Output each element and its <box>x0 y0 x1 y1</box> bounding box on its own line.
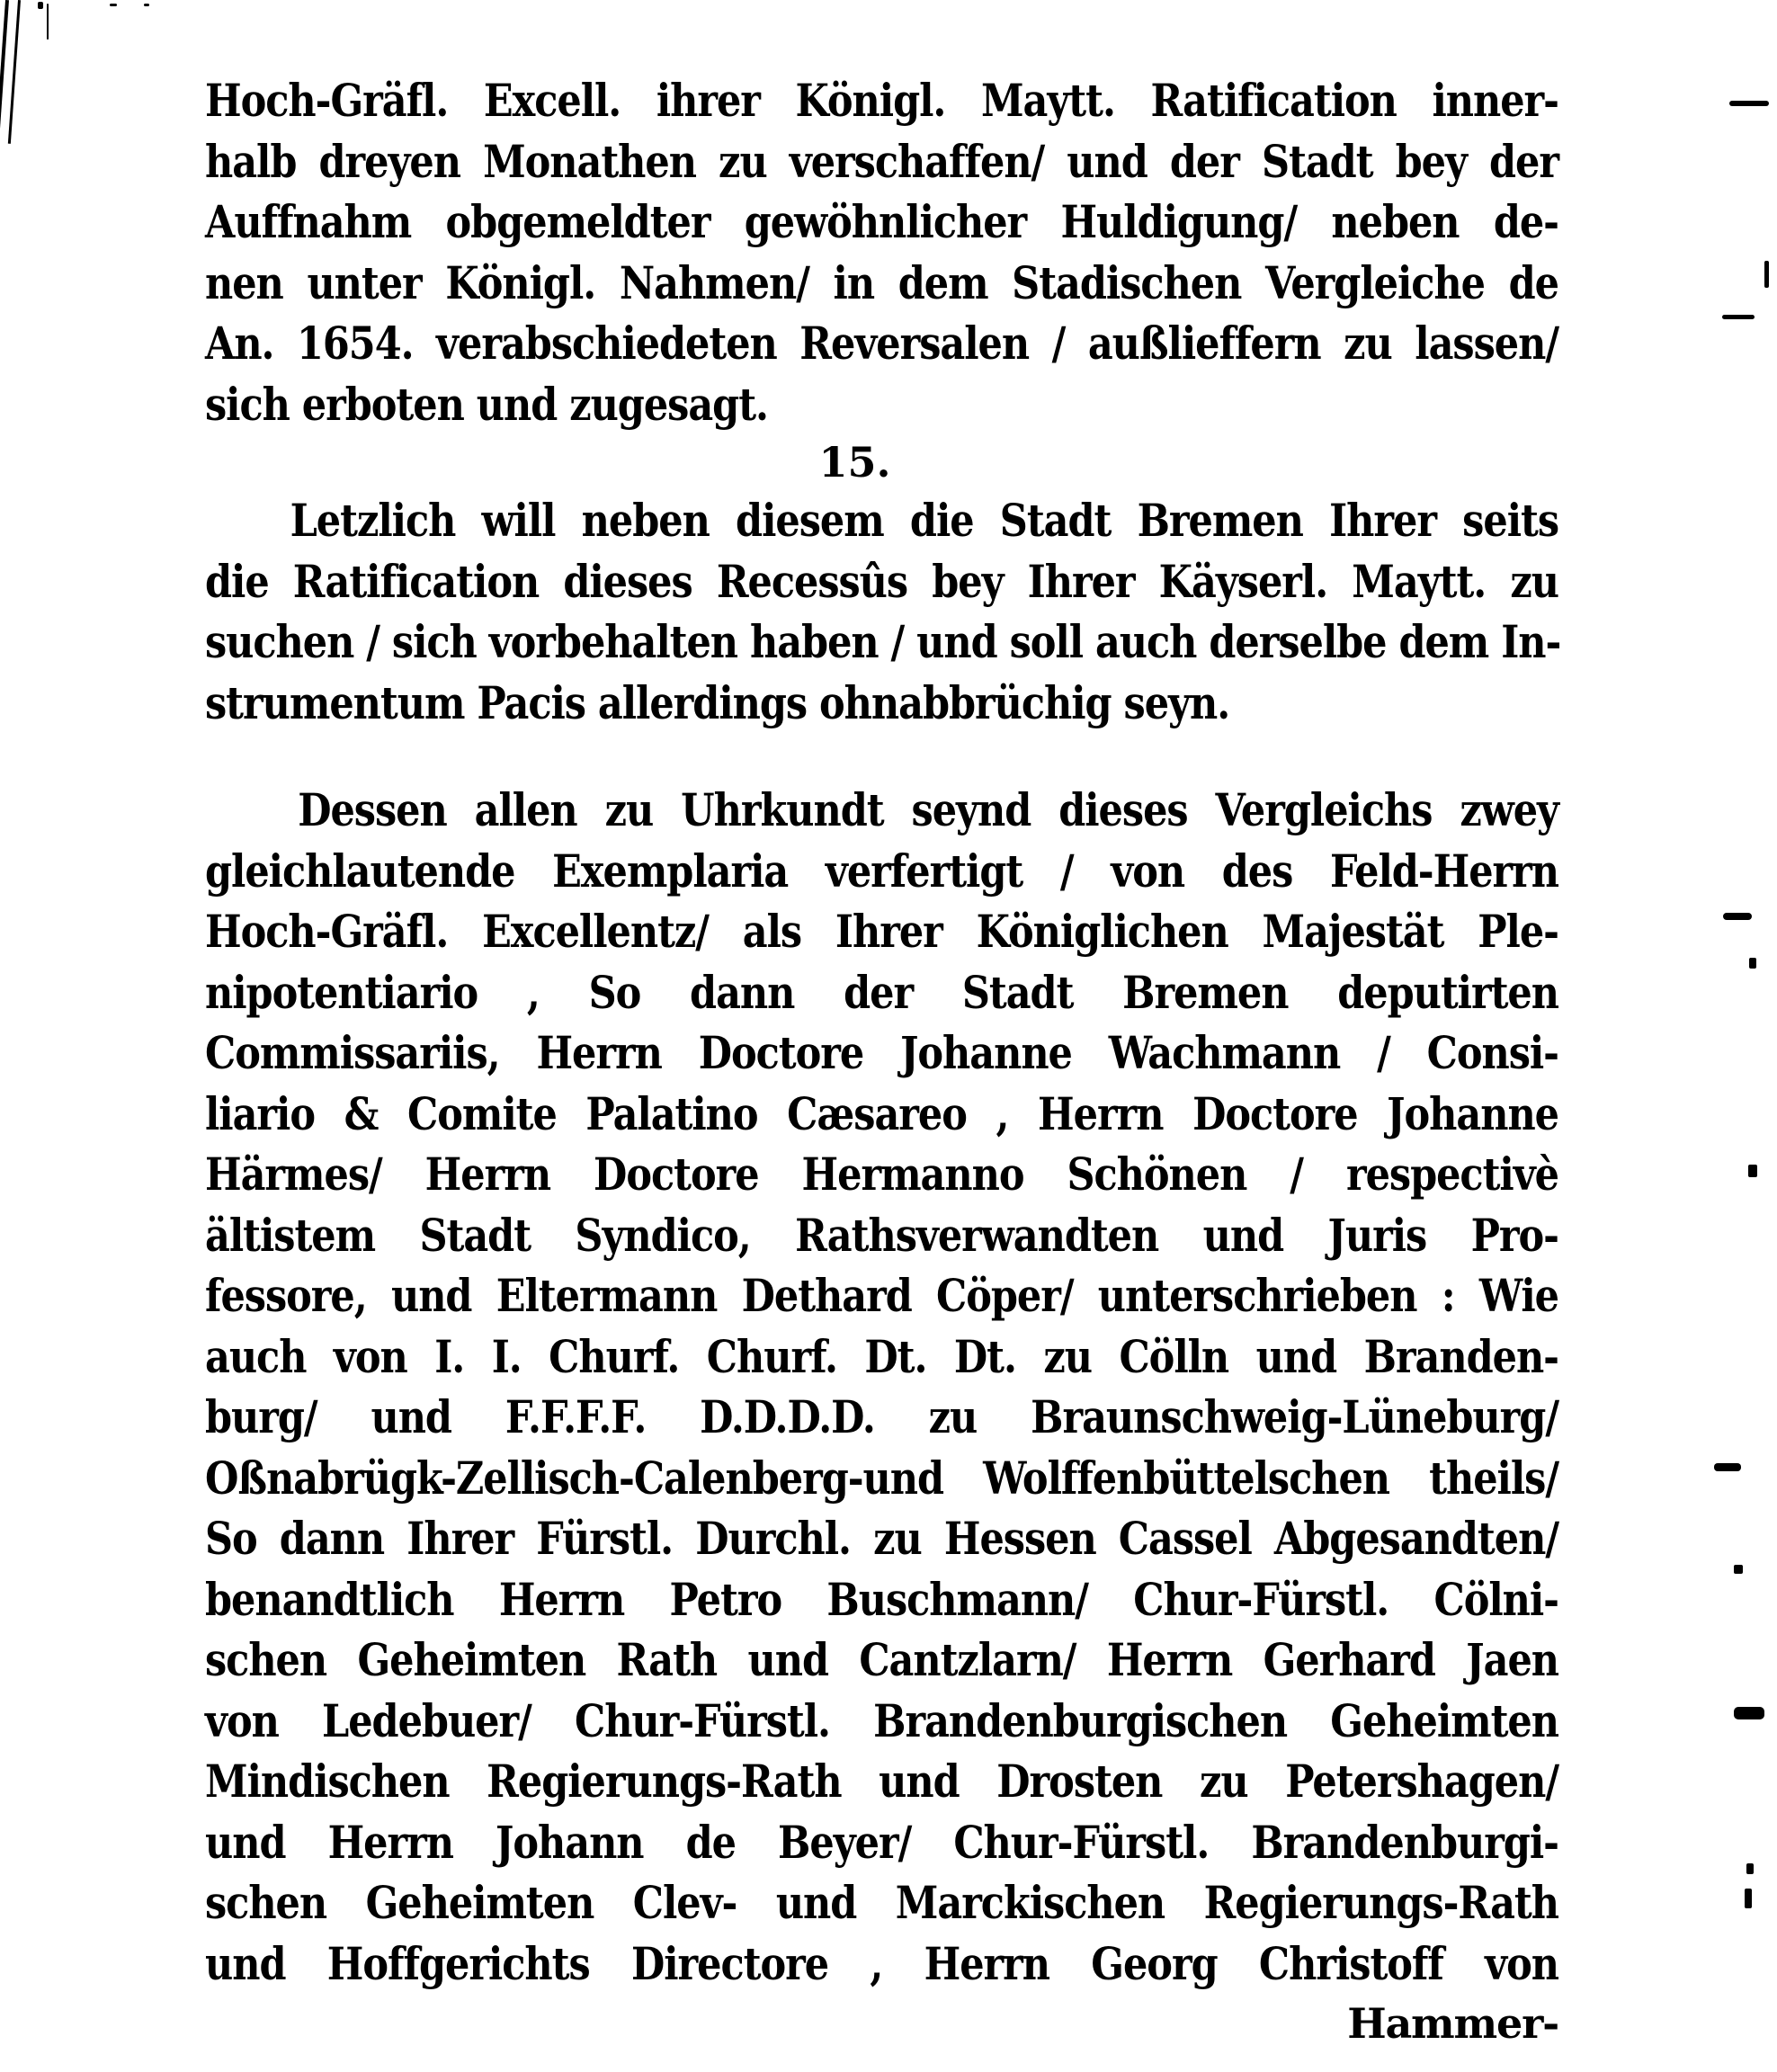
text-line: Hoch-Gräfl. Excell. ihrer Königl. Maytt. Ratification inner- <box>205 74 1558 127</box>
paragraph-gap <box>205 733 1558 780</box>
text-line: und Hoffgerichts Directore , Herrn Georg Christoff von <box>205 1936 1558 1990</box>
text-line: die Ratification dieses Recessûs bey Ihrer Käyserl. Maytt. zu <box>205 554 1558 608</box>
scan-speck <box>110 4 117 6</box>
text-line: auch von I. I. Churf. Churf. Dt. Dt. zu Cölln und Branden- <box>205 1329 1558 1383</box>
text-line: halb dreyen Monathen zu verschaffen/ und der Stadt bey der <box>205 134 1558 188</box>
text-line: Oßnabrügk-Zellisch-Calenberg-und Wolffenbüttelschen theils/ <box>205 1451 1558 1505</box>
text-line: gleichlautende Exemplaria verfertigt / von des Feld-Herrn <box>205 844 1558 898</box>
margin-mark <box>1714 1463 1741 1471</box>
text-line: schen Geheimten Clev- und Marckischen Regierungs-Rath <box>205 1876 1558 1929</box>
text-line: strumentum Pacis allerdings ohnabbrüchig seyn. <box>205 675 1230 729</box>
paragraph-closing <box>205 780 1558 1994</box>
margin-mark <box>1734 1707 1764 1719</box>
margin-mark <box>1746 1863 1754 1874</box>
text-line: nipotentiario , So dann der Stadt Bremen deputirten <box>205 965 1558 1019</box>
margin-mark <box>1729 101 1769 106</box>
margin-mark <box>1734 1565 1743 1574</box>
text-line: benandtlich Herrn Petro Buschmann/ Chur-Fürstl. Cölni- <box>205 1572 1558 1626</box>
margin-mark <box>1745 1889 1752 1908</box>
text-line: und Herrn Johann de Beyer/ Chur-Fürstl. Brandenburgi- <box>205 1815 1558 1869</box>
text-line: nen unter Königl. Nahmen/ in dem Stadischen Vergleiche de <box>205 255 1558 309</box>
gutter-shadow-streak <box>0 0 9 144</box>
text-line: Hoch-Gräfl. Excellentz/ als Ihrer Königlichen Majestät Ple- <box>205 905 1558 958</box>
text-line: schen Geheimten Rath und Cantzlarn/ Herrn Gerhard Jaen <box>205 1633 1558 1686</box>
text-line: Dessen allen zu Uhrkundt seynd dieses Vergleichs zwey <box>298 783 1559 836</box>
margin-mark <box>1764 261 1769 288</box>
margin-mark <box>1722 315 1755 319</box>
text-line: sich erboten und zugesagt. <box>205 377 768 431</box>
text-line: An. 1654. verabschiedeten Reversalen / außlieffern zu lassen/ <box>205 317 1558 370</box>
margin-mark <box>1748 1165 1757 1177</box>
scan-speck <box>47 4 49 40</box>
text-line: Letzlich will neben diesem die Stadt Bremen Ihrer seits <box>290 494 1559 547</box>
text-line: suchen / sich vorbehalten haben / und soll auch derselbe dem In- <box>205 615 1561 668</box>
catchword: Hammer- <box>1347 1999 1558 2048</box>
gutter-shadow-streak <box>8 0 21 144</box>
text-line: ältistem Stadt Syndico, Rathsverwandten und Juris Pro- <box>205 1208 1558 1262</box>
text-line: Mindischen Regierungs-Rath und Drosten zu Petershagen/ <box>205 1755 1558 1808</box>
paragraph-section-15 <box>205 490 1561 733</box>
text-line: fessore, und Eltermann Dethard Cöper/ unterschrieben : Wie <box>205 1269 1558 1322</box>
text-line: liario & Comite Palatino Cæsareo , Herrn Doctore Johanne <box>205 1086 1558 1140</box>
text-line: Commissariis, Herrn Doctore Johanne Wachmann / Consi- <box>205 1026 1558 1079</box>
text-line: burg/ und F.F.F.F. D.D.D.D. zu Braunschweig-Lüneburg/ <box>205 1390 1558 1443</box>
text-line: Auffnahm obgemeldter gewöhnlicher Huldigung/ neben de- <box>205 195 1558 248</box>
text-line: Härmes/ Herrn Doctore Hermanno Schönen / respectivè <box>205 1148 1558 1201</box>
text-line: So dann Ihrer Fürstl. Durchl. zu Hessen Cassel Abgesandten/ <box>205 1512 1558 1565</box>
text-line: von Ledebuer/ Chur-Fürstl. Brandenburgischen Geheimten <box>205 1693 1558 1747</box>
section-number: 15. <box>818 438 891 487</box>
scan-speck <box>38 2 43 9</box>
scan-speck <box>144 4 149 6</box>
margin-mark <box>1723 913 1752 920</box>
body-text <box>205 70 1561 2055</box>
paragraph-continuation <box>205 70 1558 434</box>
margin-mark <box>1749 958 1756 969</box>
